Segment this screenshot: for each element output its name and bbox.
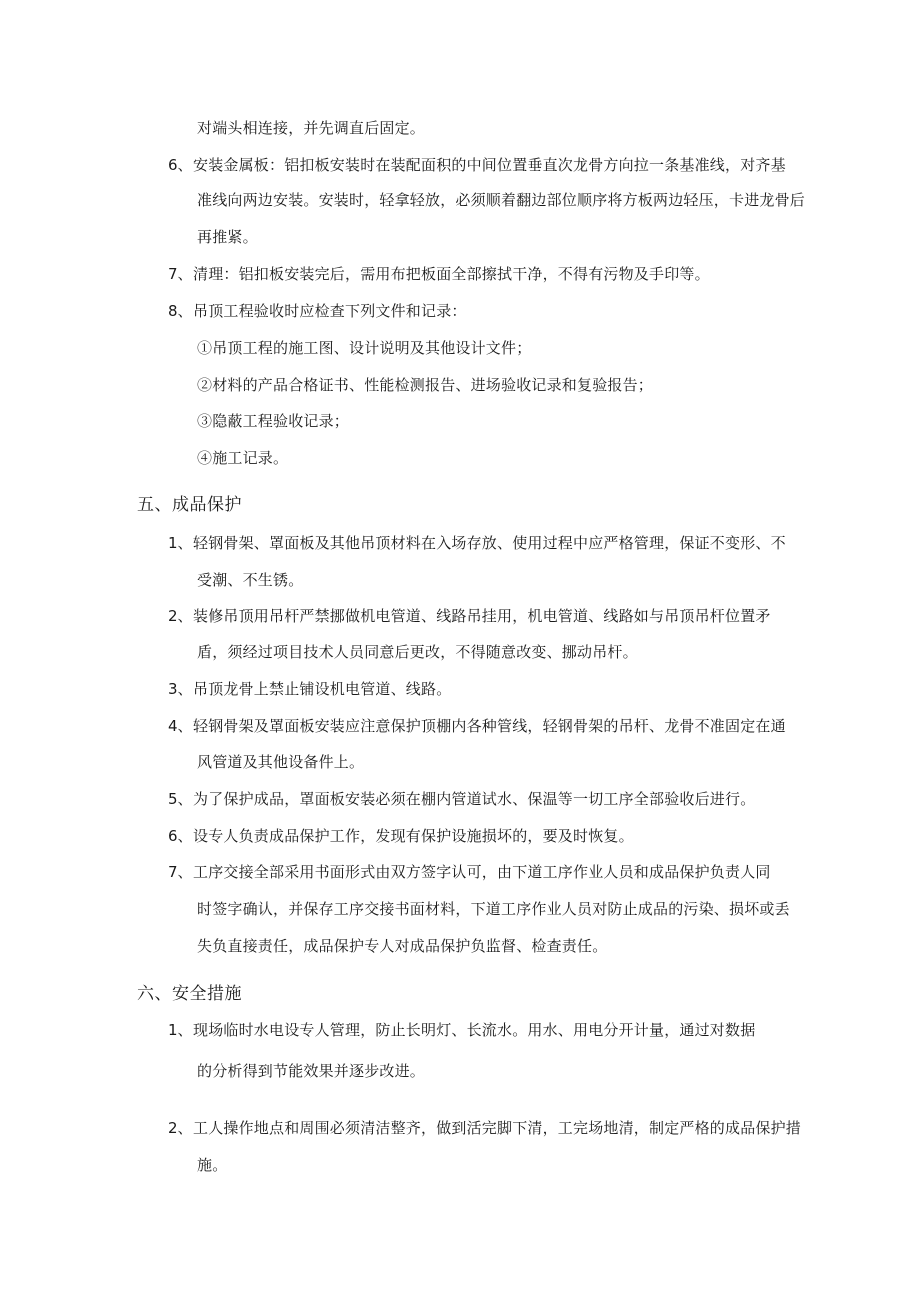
item-text: 施。 <box>197 1156 228 1174</box>
item-text: 工人操作地点和周围必须清洁整齐，做到活完脚下清，工完场地清，制定严格的成品保护措 <box>193 1119 802 1137</box>
item-text: 轻钢骨架、罩面板及其他吊顶材料在入场存放、使用过程中应严格管理，保证不变形、不 <box>193 534 786 552</box>
item-text: 安装金属板：铝扣板安装时在装配面积的中间位置垂直次龙骨方向拉一条基准线，对齐基 <box>193 156 786 174</box>
continuation-line: 对端头相连接，并先调直后固定。 <box>197 119 426 137</box>
sub-item: ③隐蔽工程验收记录； <box>197 412 350 430</box>
item-number: 8、 <box>168 302 193 320</box>
sub-item: ④施工记录。 <box>197 449 289 467</box>
item-text: 再推紧。 <box>197 228 258 246</box>
item-number: 2、 <box>168 1119 193 1137</box>
item-text: 吊顶工程验收时应检查下列文件和记录： <box>193 302 467 320</box>
item-number: 1、 <box>168 1021 193 1039</box>
item-text: 吊顶龙骨上禁止铺设机电管道、线路。 <box>193 680 452 698</box>
item-text: 设专人负责成品保护工作，发现有保护设施损坏的，要及时恢复。 <box>193 827 634 845</box>
item-text: 清理：铝扣板安装完后，需用布把板面全部擦拭干净，不得有污物及手印等。 <box>193 265 710 283</box>
item-text: 时签字确认，并保存工序交接书面材料，下道工序作业人员对防止成品的污染、损坏或丢 <box>197 900 790 918</box>
item-text: 现场临时水电设专人管理，防止长明灯、长流水。用水、用电分开计量，通过对数据 <box>193 1021 756 1039</box>
item-number: 2、 <box>168 607 193 625</box>
item-number: 1、 <box>168 534 193 552</box>
item-text: 盾，须经过项目技术人员同意后更改，不得随意改变、挪动吊杆。 <box>197 643 638 661</box>
item-number: 7、 <box>168 863 193 881</box>
section-heading: 六、安全措施 <box>137 984 242 1004</box>
item-text: 工序交接全部采用书面形式由双方签字认可，由下道工序作业人员和成品保护负责人同 <box>193 863 771 881</box>
item-text: 准线向两边安装。安装时，轻拿轻放，必须顺着翻边部位顺序将方板两边轻压，卡进龙骨后 <box>197 191 806 209</box>
item-text: 受潮、不生锈。 <box>197 571 304 589</box>
item-text: 的分析得到节能效果并逐步改进。 <box>197 1062 426 1080</box>
item-text: 轻钢骨架及罩面板安装应注意保护顶棚内各种管线，轻钢骨架的吊杆、龙骨不准固定在通 <box>193 717 786 735</box>
item-text: 装修吊顶用吊杆严禁挪做机电管道、线路吊挂用，机电管道、线路如与吊顶吊杆位置矛 <box>193 607 771 625</box>
sub-item: ②材料的产品合格证书、性能检测报告、进场验收记录和复验报告； <box>197 376 654 394</box>
item-text: 为了保护成品，罩面板安装必须在棚内管道试水、保温等一切工序全部验收后进行。 <box>193 790 756 808</box>
item-number: 6、 <box>168 156 193 174</box>
item-number: 6、 <box>168 827 193 845</box>
item-number: 3、 <box>168 680 193 698</box>
sub-item: ①吊顶工程的施工图、设计说明及其他设计文件； <box>197 339 532 357</box>
item-text: 失负直接责任，成品保护专人对成品保护负监督、检查责任。 <box>197 937 608 955</box>
item-number: 4、 <box>168 717 193 735</box>
item-text: 风管道及其他设备件上。 <box>197 753 365 771</box>
section-heading: 五、成品保护 <box>137 495 242 515</box>
item-number: 7、 <box>168 265 193 283</box>
item-number: 5、 <box>168 790 193 808</box>
